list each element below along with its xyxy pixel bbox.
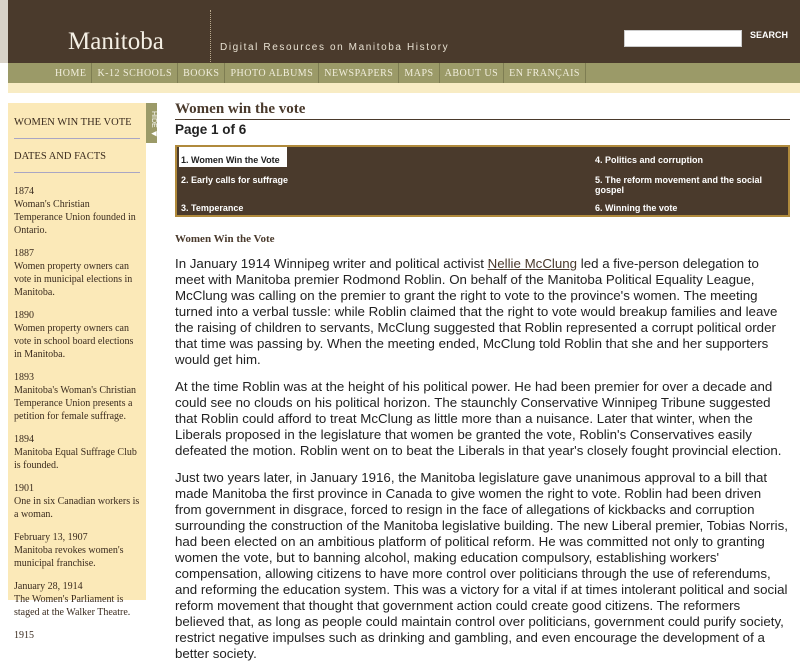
page-number: Page 1 of 6 [175, 122, 247, 137]
fact-date: 1874 [14, 186, 34, 197]
page-title: Women win the vote [175, 101, 790, 120]
nav-strip [8, 83, 800, 93]
logo-divider [210, 10, 211, 62]
fact-date: 1890 [14, 310, 34, 321]
fact-text: Manitoba's Woman's Christian Temperance Union presents a petition for female suffrage. [14, 385, 137, 422]
paragraph-text: led a five-person delegation to meet with Manitoba premier Rodmond Roblin. On behalf of the Manitoba Political Equality League, McClung was calling on the premier to grant the right to vote to the province's women. The meeting turned into a verbal tussle: while Roblin claimed that the right to vote would breakup families and leave the raising of children to servants, McClung suggested that Roblin represented a corrupt political order that time was passing by. When the meeting ended, McClung told Roblin that she and her supporters would get him. [175, 256, 778, 367]
nav-books[interactable]: BOOKS [178, 63, 225, 83]
fact-date: 1901 [14, 483, 34, 494]
section-heading: Women Win the Vote [175, 233, 275, 245]
hide-sidebar-button[interactable]: HIDE ◀ [146, 103, 157, 143]
site-tagline: Digital Resources on Manitoba History [220, 42, 450, 53]
sidebar [8, 103, 146, 641]
sidebar-heading-dates-facts[interactable]: DATES AND FACTS [14, 151, 140, 173]
fact-item [14, 482, 140, 521]
nav-k12-schools[interactable]: K-12 SCHOOLS [92, 63, 178, 83]
fact-date: 1894 [14, 434, 34, 445]
sidebar-heading-women-win-vote[interactable]: WOMEN WIN THE VOTE [14, 117, 140, 139]
page-link-2[interactable]: 2. Early calls for suffrage [181, 175, 289, 185]
fact-date: 1915 [14, 630, 34, 641]
fact-text: Manitoba revokes women's municipal franchise. [14, 545, 124, 569]
search-input[interactable] [624, 30, 742, 47]
nellie-mcclung-link[interactable]: Nellie McClung [487, 256, 578, 271]
fact-text: Women property owners can vote in school board elections in Manitoba. [14, 323, 134, 360]
fact-text: One in six Canadian workers is a woman. [14, 496, 140, 520]
fact-item [14, 185, 140, 237]
search-button[interactable]: SEARCH [750, 30, 789, 40]
page-link-1[interactable]: 1. Women Win the Vote [179, 147, 287, 167]
nav-newspapers[interactable]: NEWSPAPERS [319, 63, 399, 83]
page-link-3[interactable]: 3. Temperance [181, 203, 244, 213]
fact-date: 1893 [14, 372, 34, 383]
page-link-5[interactable]: 5. The reform movement and the social gospel [595, 175, 763, 195]
fact-text: Manitoba Equal Suffrage Club is founded. [14, 447, 137, 471]
fact-item [14, 433, 140, 472]
main-nav [8, 63, 800, 83]
paragraph-1 [175, 256, 790, 368]
fact-item [14, 371, 140, 423]
fact-text: Woman's Christian Temperance Union founded in Ontario. [14, 199, 136, 236]
fact-text: Women property owners can vote in municipal elections in Manitoba. [14, 261, 133, 298]
page-navigation [175, 145, 790, 217]
site-logo[interactable]: Manitoba [68, 28, 164, 55]
paragraph-2: At the time Roblin was at the height of his political power. He had been premier for over a decade and could see no clouds on his political horizon. The staunchly Conservative Winnipeg Tribune suggested that Roblin could afford to treat McClung as little more than a nuisance. Later that winter, when the Liberals proposed in the legislature that women be granted the vote, Roblin's Conservatives easily defeated the motion. Roblin went on to beat the Liberals in that year's closely fought provincial election. [175, 379, 782, 458]
nav-photo-albums[interactable]: PHOTO ALBUMS [225, 63, 319, 83]
paragraph-text: In January 1914 Winnipeg writer and political activist [175, 256, 488, 271]
nav-maps[interactable]: MAPS [399, 63, 439, 83]
fact-item [14, 629, 140, 642]
main-content [175, 101, 790, 662]
nav-about-us[interactable]: ABOUT US [440, 63, 505, 83]
page-link-4[interactable]: 4. Politics and corruption [595, 155, 704, 165]
fact-date: February 13, 1907 [14, 532, 88, 543]
fact-item [14, 247, 140, 299]
fact-date: January 28, 1914 [14, 581, 83, 592]
fact-item [14, 309, 140, 361]
paragraph-3: Just two years later, in January 1916, the Manitoba legislature gave unanimous approval to a bill that made Manitoba the first province in Canada to give women the right to vote. Roblin had been driven from government in disgrace, forced to resign in the face of allegations of kickbacks and corruption surrounding the construction of the Manitoba legislative building. The new Liberal premier, Tobias Norris, had been elected on an ambitious platform of political reform. He was committed not only to granting women the vote, but to banning alcohol, making education compulsory, establishing workers' compensation, allowing citizens to have more control over politicians through the use of referendums, and reforming the education system. This was a victory for a vital if at times intolerant political and social reform movement that thought that government action could create good citizens. The reformers believed that, as long as people could maintain control over politicians, government could purify society, restrict negative impulses such as drinking and gambling, and even encourage the development of a better society. [175, 470, 788, 661]
fact-item [14, 531, 140, 570]
nav-home[interactable]: HOME [50, 63, 92, 83]
fact-date: 1887 [14, 248, 34, 259]
nav-en-francais[interactable]: EN FRANÇAIS [504, 63, 586, 83]
page-link-6[interactable]: 6. Winning the vote [595, 203, 678, 213]
fact-text: The Women's Parliament is staged at the Walker Theatre. [14, 594, 131, 618]
site-header [0, 0, 800, 63]
